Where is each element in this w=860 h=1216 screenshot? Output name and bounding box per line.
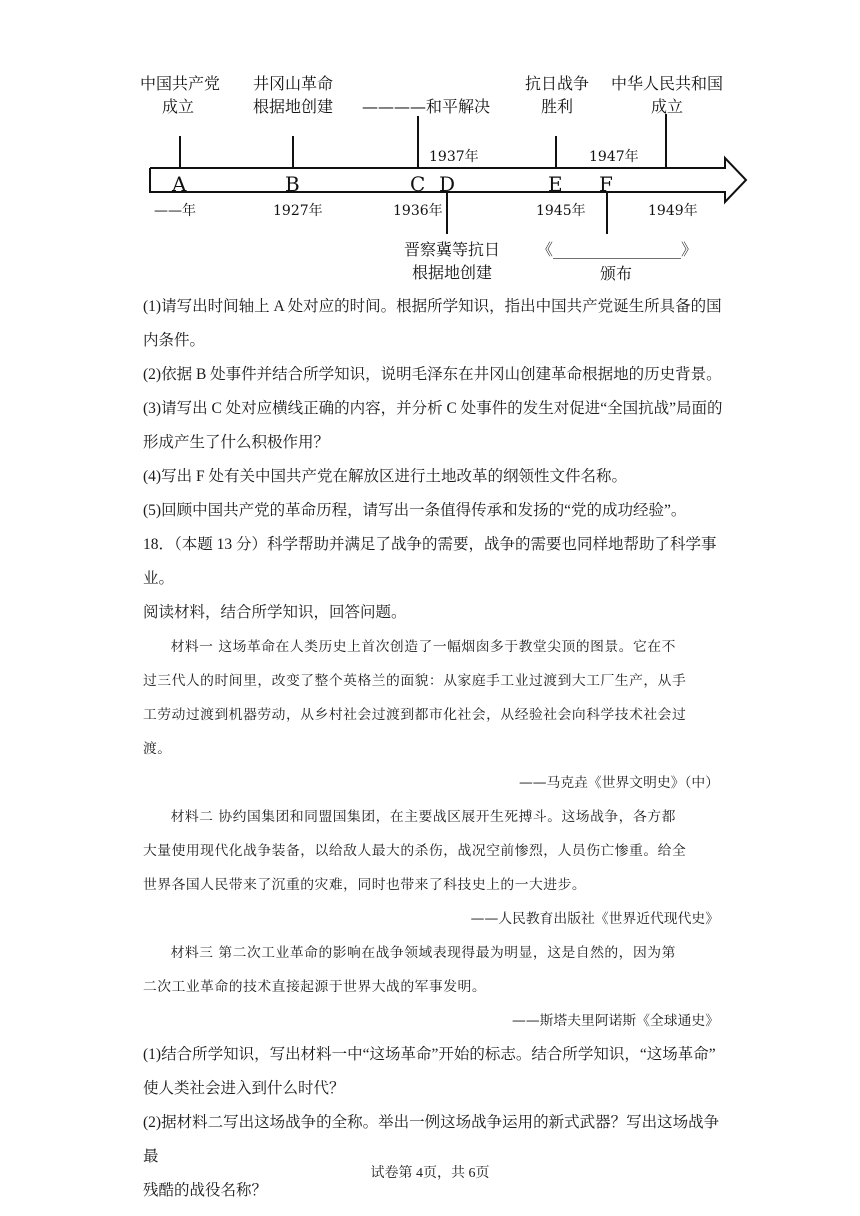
page-footer: 试卷第 4页，共 6页 [370, 1166, 490, 1181]
year-1945: 1945年 [536, 203, 586, 219]
letter-d: D [439, 172, 456, 196]
label-d-line2: 根据地创建 [411, 263, 492, 282]
material-line: 世界各国人民带来了沉重的灾难，同时也带来了科技史上的一大进步。 [143, 877, 587, 893]
label-b-line1: 井冈山革命 [252, 74, 333, 93]
label-d [402, 238, 502, 284]
letter-e: E [548, 172, 563, 196]
material-line: 过三代人的时间里，改变了整个英格兰的面貌：从家庭手工业过渡到大工厂生产，从手 [143, 673, 687, 689]
year-1949: 1949年 [648, 203, 698, 219]
label-b-line2: 根据地创建 [252, 97, 333, 116]
label-f-book: 《________________》 [536, 240, 697, 259]
material-line: 大量使用现代化战争装备，以给敌人最大的杀伤，战况空前惨烈，人员伤亡惨重。给全 [143, 843, 687, 859]
material-3 [143, 936, 723, 1038]
material-line: 材料三 第二次工业革命的影响在战争领域表现得最为明显，这是自然的，因为第 [170, 945, 676, 961]
q17-line: (3)请写出 C 处对应横线正确的内容，并分析 C 处事件的发生对促进“全国抗战”局面的 [143, 400, 723, 417]
letter-f: F [599, 172, 613, 196]
label-c: ————和平解决 [362, 97, 491, 116]
year-1937: 1937年 [429, 149, 479, 165]
material-source: ——马克垚《世界文明史》（中） [518, 775, 719, 791]
q17-line: 形成产生了什么积极作用？ [143, 434, 330, 451]
material-line: 工劳动过渡到机器劳动，从乡村社会过渡到都市化社会，从经验社会向科学技术社会过 [143, 707, 687, 723]
label-e [520, 72, 594, 118]
year-1936: 1936年 [393, 203, 443, 219]
q17-line: (1)请写出时间轴上 A 处对应的时间。根据所学知识，指出中国共产党诞生所具备的国 [143, 298, 722, 315]
timeline-figure [140, 66, 750, 290]
label-e-line2: 胜利 [540, 97, 573, 116]
material-line: 材料一 这场革命在人类历史上首次创造了一幅烟囱多于教堂尖顶的图景。它在不 [170, 639, 676, 655]
label-e-line1: 抗日战争 [524, 74, 589, 93]
year-a-blank: ——年 [154, 203, 196, 219]
year-1927: 1927年 [273, 203, 323, 219]
question-content [143, 290, 723, 1208]
label-a-line2: 成立 [161, 97, 194, 116]
q18-line: 使人类社会进入到什么时代？ [143, 1080, 345, 1097]
q18-intro-line: 18．（本题 13 分）科学帮助并满足了战争的需要，战争的需要也同样地帮助了科学事业。 [143, 536, 717, 587]
label-a [140, 72, 221, 118]
q17-line: 内条件。 [143, 332, 206, 349]
material-1 [143, 630, 723, 800]
letter-a: A [172, 172, 187, 196]
label-a-line1: 中国共产党 [140, 74, 221, 93]
q17-line: (4)写出 F 处有关中国共产党在解放区进行土地改革的纲领性文件名称。 [143, 468, 627, 485]
label-d-line1: 晋察冀等抗日 [403, 240, 500, 259]
year-1947: 1947年 [589, 149, 639, 165]
material-line: 二次工业革命的技术直接起源于世界大战的军事发明。 [143, 979, 487, 995]
label-g [604, 72, 730, 118]
q18-line: (1)结合所学知识，写出材料一中“这场革命”开始的标志。结合所学知识，“这场革命” [143, 1046, 716, 1063]
q17-line: (5)回顾中国共产党的革命历程，请写出一条值得传承和发扬的“党的成功经验”。 [143, 502, 687, 519]
letter-b: B [285, 172, 300, 196]
q18-line: 残酷的战役名称？ [143, 1182, 268, 1199]
material-line: 渡。 [143, 741, 172, 757]
material-source: ——斯塔夫里阿诺斯《全球通史》 [512, 1013, 719, 1029]
label-g-line1: 中华人民共和国 [610, 74, 723, 93]
label-b [250, 72, 336, 118]
material-source: ——人民教育出版社《世界近代现代史》 [470, 911, 719, 927]
label-f-caption: 颁布 [599, 264, 632, 283]
label-g-line2: 成立 [650, 97, 683, 116]
letter-c: C [410, 172, 426, 196]
material-2 [143, 800, 723, 936]
material-line: 材料二 协约国集团和同盟国集团，在主要战区展开生死搏斗。这场战争，各方都 [170, 809, 676, 825]
q18-intro-line: 阅读材料，结合所学知识，回答问题。 [143, 604, 407, 621]
q17-line: (2)依据 B 处事件并结合所学知识，说明毛泽东在井冈山创建革命根据地的历史背景。 [143, 366, 722, 383]
q18-line: (2)据材料二写出这场战争的全称。举出一例这场战争运用的新式武器？写出这场战争最 [143, 1114, 720, 1165]
